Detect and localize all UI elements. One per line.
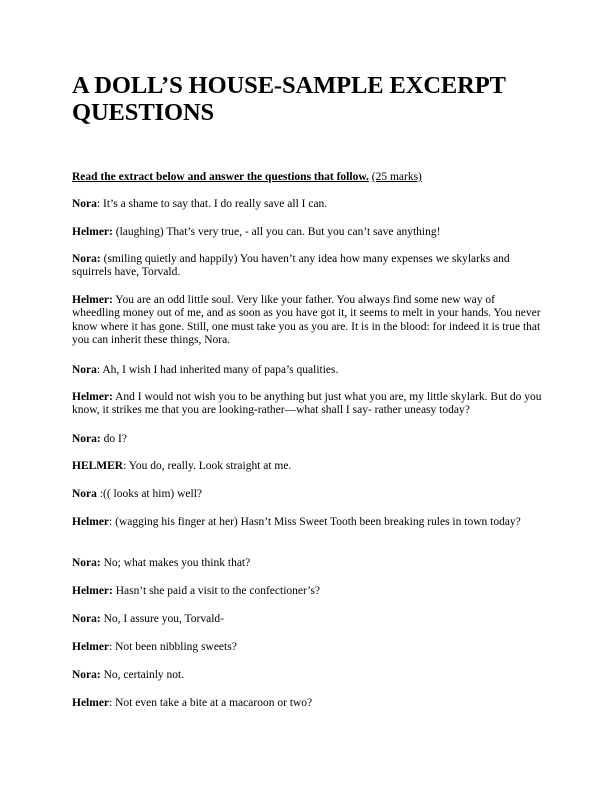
dialogue-text: No; what makes you think that? — [103, 557, 251, 569]
dialogue-text: (( looks at him) well? — [103, 488, 203, 500]
dialogue-text: No, I assure you, Torvald- — [103, 613, 224, 625]
dialogue-text: do I? — [103, 433, 127, 445]
speaker-separator: : — [96, 488, 103, 500]
dialogue-line — [72, 585, 542, 598]
dialogue-line — [72, 364, 542, 377]
speaker-name: Helmer: — [72, 226, 113, 238]
speaker-separator: : — [109, 516, 116, 528]
speaker-separator: : — [123, 460, 129, 472]
dialogue-text: (smiling quietly and happily) You haven’t any idea how many expenses we skylarks and squirrels have, Torvald. — [72, 253, 510, 279]
speaker-name: Nora: — [72, 669, 101, 681]
speaker-name: Nora — [72, 364, 97, 376]
dialogue-line — [72, 641, 542, 654]
dialogue-line — [72, 391, 542, 418]
speaker-name: Nora — [72, 198, 97, 210]
dialogue-line — [72, 613, 542, 626]
dialogue-text: No, certainly not. — [103, 669, 185, 681]
speaker-name: Nora: — [72, 613, 101, 625]
dialogue-line — [72, 488, 542, 501]
dialogue-line — [72, 226, 542, 239]
dialogue-line — [72, 557, 542, 570]
dialogue-line — [72, 460, 542, 473]
dialogue-line — [72, 198, 542, 211]
marks-label: (25 marks) — [371, 171, 422, 183]
speaker-name: Nora — [72, 488, 97, 500]
speaker-name: Helmer — [72, 641, 110, 653]
speaker-separator: : — [109, 641, 116, 653]
speaker-name: Nora: — [72, 253, 101, 265]
instruction-line — [72, 170, 422, 184]
speaker-separator: : — [96, 198, 103, 210]
dialogue-line — [72, 294, 542, 348]
dialogue-line — [72, 253, 542, 280]
dialogue-line — [72, 669, 542, 682]
dialogue-line — [72, 433, 542, 446]
speaker-name: Helmer: — [72, 585, 113, 597]
instruction-text: Read the extract below and answer the questions that follow. — [72, 171, 369, 183]
speaker-name: Nora: — [72, 433, 101, 445]
dialogue-text: (laughing) That’s very true, - all you can. But you can’t save anything! — [115, 226, 441, 238]
speaker-name: Helmer — [72, 516, 110, 528]
speaker-name: Nora: — [72, 557, 101, 569]
dialogue-text: And I would not wish you to be anything but just what you are, my little skylark. But do you know, it strikes me that you are looking-rather—what shall I say- rather uneasy today? — [72, 391, 542, 417]
dialogue-text: You do, really. Look straight at me. — [128, 460, 292, 472]
speaker-name: HELMER — [72, 460, 124, 472]
dialogue-text: (wagging his finger at her) Hasn’t Miss Sweet Tooth been breaking rules in town today? — [115, 516, 521, 528]
dialogue-text: It’s a shame to say that. I do really save all I can. — [103, 198, 328, 210]
document-title: A DOLL’S HOUSE-SAMPLE EXCERPT QUESTIONS — [72, 72, 506, 126]
speaker-separator: : — [96, 364, 103, 376]
dialogue-text: Not been nibbling sweets? — [115, 641, 237, 653]
dialogue-text: Hasn’t she paid a visit to the confectioner’s? — [115, 585, 321, 597]
speaker-separator: : — [109, 697, 116, 709]
speaker-name: Helmer: — [72, 391, 113, 403]
dialogue-text: Ah, I wish I had inherited many of papa’s qualities. — [102, 364, 339, 376]
speaker-name: Helmer: — [72, 294, 113, 306]
speaker-name: Helmer — [72, 697, 110, 709]
dialogue-text: You are an odd little soul. Very like your father. You always find some new way of wheedling money out of me, and as soon as you have got it, it seems to melt in your hands. You never know where it has gone. Still, one must take you as you are. It is in the blood: for indeed it is true that you can inherit these things, Nora. — [72, 294, 541, 347]
dialogue-text: Not even take a bite at a macaroon or two? — [115, 697, 313, 709]
dialogue-line — [72, 516, 542, 529]
dialogue-line — [72, 697, 542, 710]
